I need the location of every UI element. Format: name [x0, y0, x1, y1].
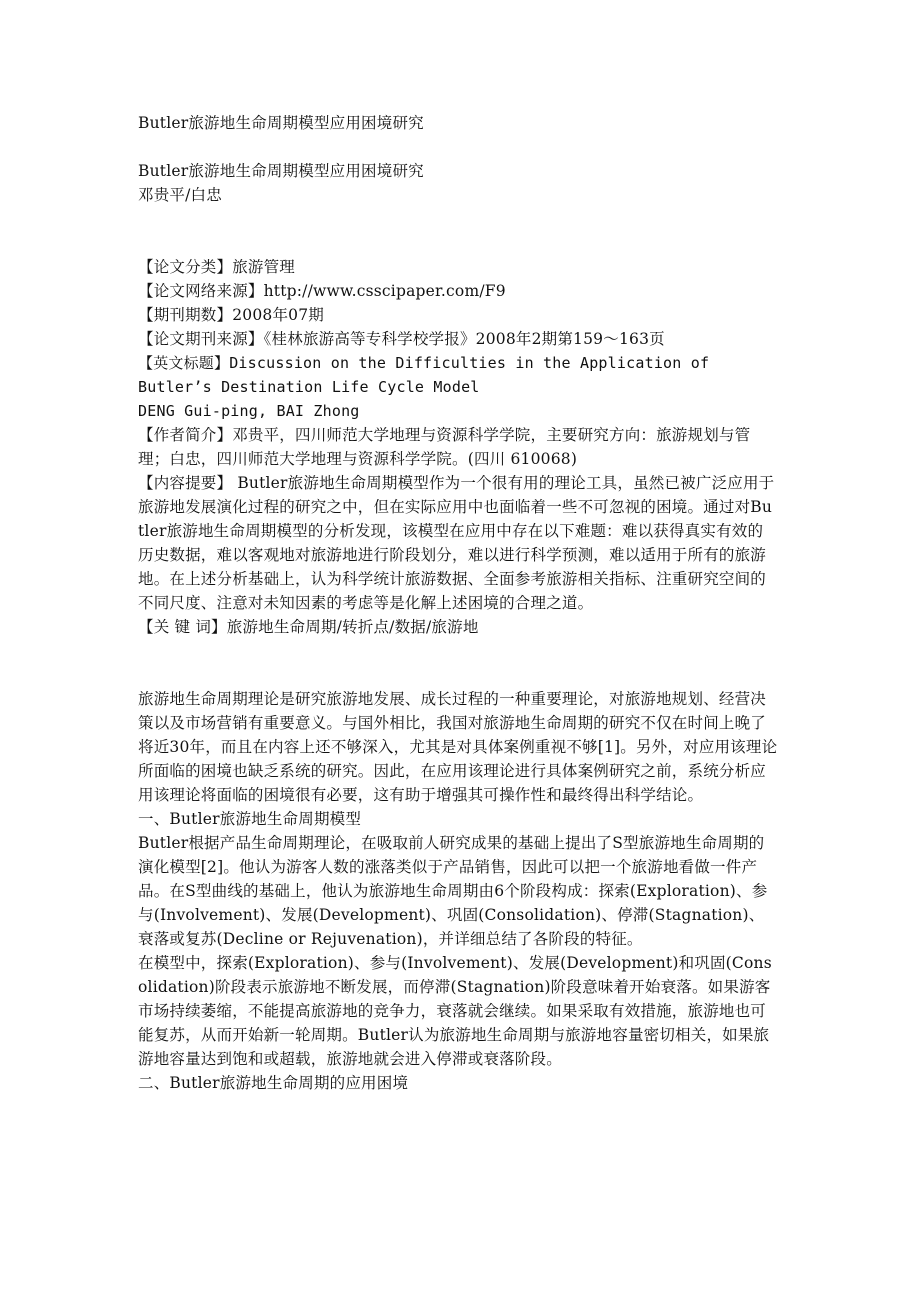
section-heading-1: 一、Butler旅游地生命周期模型 [138, 810, 362, 828]
meta-english-title-line2: Butler’s Destination Life Cycle Model [138, 378, 480, 396]
article-authors: 邓贵平/白忠 [138, 186, 222, 204]
meta-english-authors: DENG Gui-ping, BAI Zhong [138, 402, 360, 420]
document-page [138, 111, 778, 1095]
meta-author-intro: 【作者简介】邓贵平，四川师范大学地理与资源科学学院，主要研究方向：旅游规划与管理；白忠，四川师范大学地理与资源科学学院。(四川 610068) [138, 426, 751, 468]
section1-paragraph-2: 在模型中，探索(Exploration)、参与(Involvement)、发展(Development)和巩固(Consolidation)阶段表示旅游地不断发展，而停滞(Stagnation)阶段意味着开始衰落。如果游客市场持续萎缩，不能提高旅游地的竞争力，衰落就会继续。如果采取有效措施，旅游地也可能复苏，从而开始新一轮周期。Butler认为旅游地生命周期与旅游地容量密切相关，如果旅游地容量达到饱和或超载，旅游地就会进入停滞或衰落阶段。 [138, 954, 772, 1068]
article-title: Butler旅游地生命周期模型应用困境研究 [138, 162, 424, 180]
section1-paragraph-1: Butler根据产品生命周期理论，在吸取前人研究成果的基础上提出了S型旅游地生命周期的演化模型[2]。他认为游客人数的涨落类似于产品销售，因此可以把一个旅游地看做一件产品。在S型曲线的基础上，他认为旅游地生命周期由6个阶段构成：探索(Exploration)、参与(Involvement)、发展(Development)、巩固(Consolidation)、停滞(Stagnation)、衰落或复苏(Decline or Rejuvenation)，并详细总结了各阶段的特征。 [138, 834, 768, 948]
meta-keywords: 【关 键 词】旅游地生命周期/转折点/数据/旅游地 [138, 618, 479, 636]
meta-abstract: 【内容提要】 Butler旅游地生命周期模型作为一个很有用的理论工具，虽然已被广泛应用于旅游地发展演化过程的研究之中，但在实际应用中也面临着一些不可忽视的困境。通过对Butler旅游地生命周期模型的分析发现，该模型在应用中存在以下难题：难以获得真实有效的历史数据，难以客观地对旅游地进行阶段划分，难以进行科学预测，难以适用于所有的旅游地。在上述分析基础上，认为科学统计旅游数据、全面参考旅游相关指标、注重研究空间的不同尺度、注意对未知因素的考虑等是化解上述困境的合理之道。 [138, 474, 775, 612]
page-title: Butler旅游地生命周期模型应用困境研究 [138, 114, 424, 132]
meta-source: 【论文网络来源】http://www.csscipaper.com/F9 [138, 282, 506, 300]
meta-journal: 【论文期刊来源】《桂林旅游高等专科学校学报》2008年2期第159～163页 [138, 330, 665, 348]
meta-category: 【论文分类】旅游管理 [138, 258, 296, 276]
meta-issue: 【期刊期数】2008年07期 [138, 306, 324, 324]
body-intro-paragraph: 旅游地生命周期理论是研究旅游地发展、成长过程的一种重要理论，对旅游地规划、经营决策以及市场营销有重要意义。与国外相比，我国对旅游地生命周期的研究不仅在时间上晚了将近30年，而且在内容上还不够深入，尤其是对具体案例重视不够[1]。另外，对应用该理论所面临的困境也缺乏系统的研究。因此，在应用该理论进行具体案例研究之前，系统分析应用该理论将面临的困境很有必要，这有助于增强其可操作性和最终得出科学结论。 [138, 690, 778, 804]
section-heading-2: 二、Butler旅游地生命周期的应用困境 [138, 1074, 409, 1092]
spacer [138, 135, 778, 159]
spacer [138, 639, 778, 687]
spacer [138, 207, 778, 255]
meta-english-title-line1: 【英文标题】Discussion on the Difficulties in the Application of [138, 354, 710, 372]
